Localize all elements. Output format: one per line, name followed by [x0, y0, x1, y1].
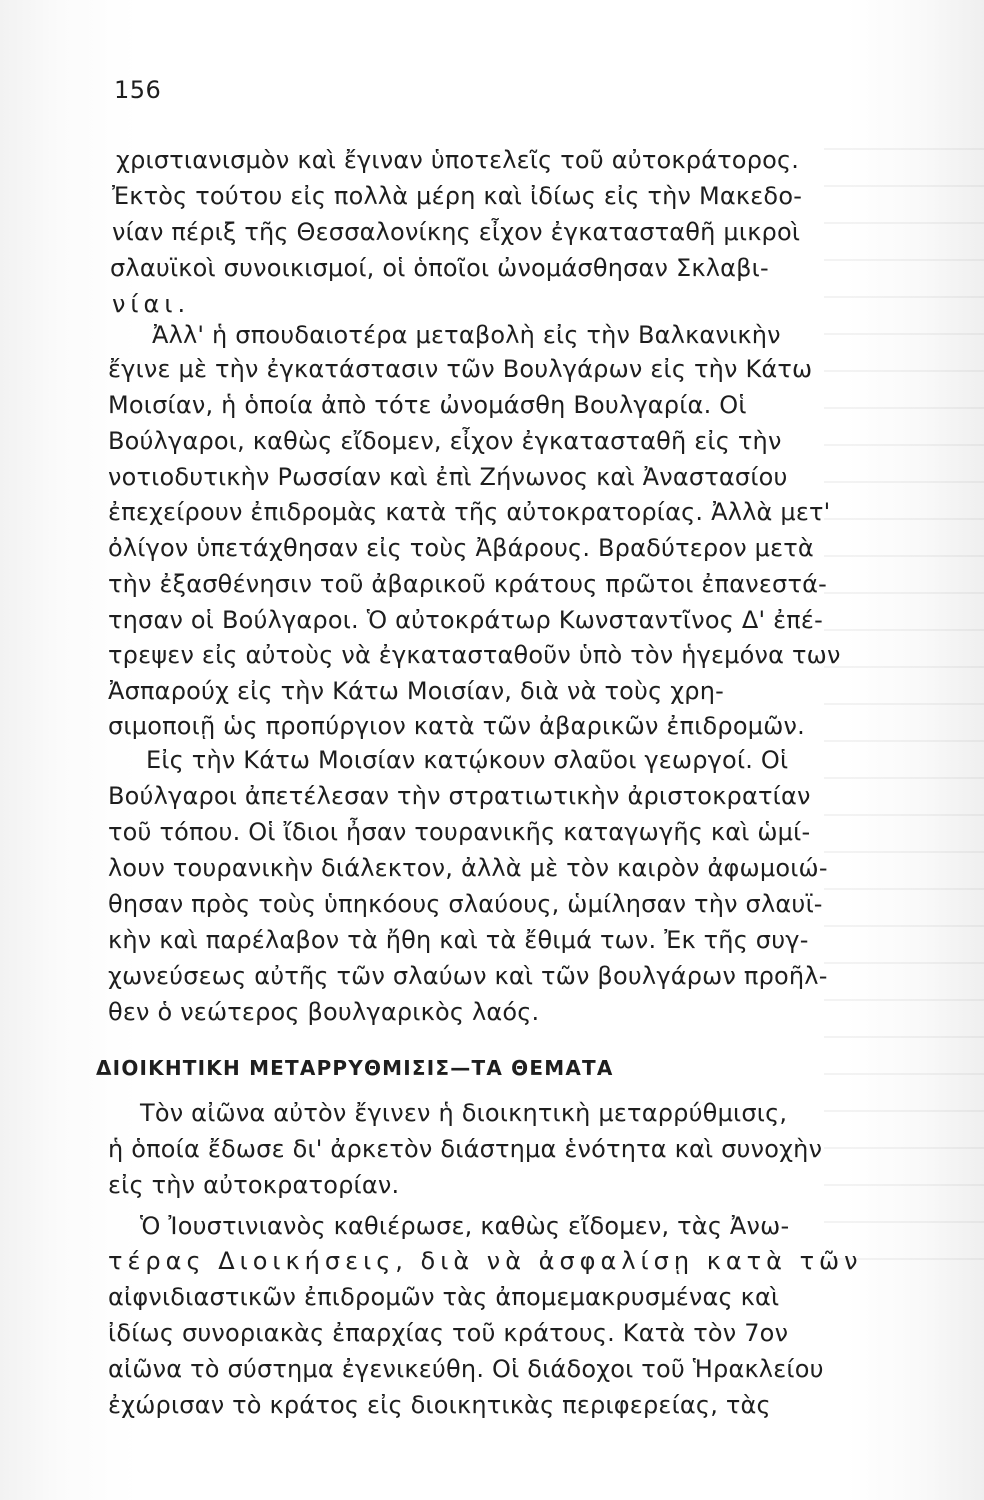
body-line: νίαι. — [112, 290, 191, 318]
body-line: ἐπεχείρουν ἐπιδρομὰς κατὰ τῆς αὐτοκρατορίας. Ἀλλὰ μετ' — [108, 498, 831, 526]
body-line: ἔγινε μὲ τὴν ἐγκατάστασιν τῶν Βουλγάρων εἰς τὴν Κάτω — [108, 355, 813, 383]
body-line: τοῦ τόπου. Οἱ ἴδιοι ἦσαν τουρανικῆς καταγωγῆς καὶ ὡμί- — [108, 818, 811, 846]
body-line: ὀλίγον ὑπετάχθησαν εἰς τοὺς Ἀβάρους. Βραδύτερον μετὰ — [108, 534, 814, 562]
body-line: τὴν ἐξασθένησιν τοῦ ἀβαρικοῦ κράτους πρῶτοι ἐπανεστά- — [108, 570, 827, 598]
body-line: Ἀσπαρούχ εἰς τὴν Κάτω Μοισίαν, διὰ νὰ τοὺς χρη- — [108, 677, 724, 705]
body-line: σιμοποιῇ ὡς προπύργιον κατὰ τῶν ἀβαρικῶν ἐπιδρομῶν. — [108, 712, 805, 740]
page-number: 156 — [114, 76, 162, 104]
body-line: Εἰς τὴν Κάτω Μοισίαν κατῴκουν σλαῦοι γεωργοί. Οἱ — [146, 746, 789, 774]
body-line: θεν ὁ νεώτερος βουλγαρικὸς λαός. — [108, 998, 540, 1026]
body-line: λουν τουρανικὴν διάλεκτον, ἀλλὰ μὲ τὸν καιρὸν ἀφωμοιώ- — [108, 854, 828, 882]
body-line: ἰδίως συνοριακὰς ἐπαρχίας τοῦ κράτους. Κατὰ τὸν 7ον — [108, 1319, 789, 1347]
section-heading: ΔΙΟΙΚΗΤΙΚΗ ΜΕΤΑΡΡΥΘΜΙΣΙΣ—ΤΑ ΘΕΜΑΤΑ — [96, 1056, 614, 1080]
body-line: νίαν πέριξ τῆς Θεσσαλονίκης εἶχον ἐγκατασταθῆ μικροὶ — [112, 218, 801, 246]
body-line: τρεψεν εἰς αὐτοὺς νὰ ἐγκατασταθοῦν ὑπὸ τὸν ἡγεμόνα των — [108, 641, 841, 669]
bleed-through-shadow — [824, 130, 984, 1280]
body-line: νοτιοδυτικὴν Ρωσσίαν καὶ ἐπὶ Ζήνωνος καὶ Ἀναστασίου — [108, 463, 788, 491]
body-line: Μοισίαν, ἡ ὁποία ἀπὸ τότε ὠνομάσθη Βουλγαρία. Οἱ — [108, 391, 747, 419]
body-line: αἰφνιδιαστικῶν ἐπιδρομῶν τὰς ἀπομεμακρυσμένας καὶ — [108, 1283, 780, 1311]
body-line: Βούλγαροι ἀπετέλεσαν τὴν στρατιωτικὴν ἀριστοκρατίαν — [108, 782, 811, 810]
body-line: χωνεύσεως αὐτῆς τῶν σλαύων καὶ τῶν βουλγάρων προῆλ- — [108, 962, 828, 990]
body-line: τέρας Διοικήσεις, διὰ νὰ ἀσφαλίσῃ κατὰ τῶν — [108, 1247, 863, 1275]
body-line: ἐχώρισαν τὸ κράτος εἰς διοικητικὰς περιφερείας, τὰς — [108, 1391, 771, 1419]
body-line: Ἐκτὸς τούτου εἰς πολλὰ μέρη καὶ ἰδίως εἰς τὴν Μακεδο- — [112, 182, 803, 210]
body-line: αἰῶνα τὸ σύστημα ἐγενικεύθη. Οἱ διάδοχοι τοῦ Ἡρακλείου — [108, 1355, 824, 1383]
body-line: Ὁ Ἰουστινιανὸς καθιέρωσε, καθὼς εἴδομεν, τὰς Ἀνω- — [140, 1212, 790, 1240]
body-line: τησαν οἱ Βούλγαροι. Ὁ αὐτοκράτωρ Κωνσταντῖνος Δ' ἐπέ- — [108, 606, 823, 634]
body-line: Βούλγαροι, καθὼς εἴδομεν, εἶχον ἐγκατασταθῆ εἰς τὴν — [108, 427, 782, 455]
body-line: χριστιανισμὸν καὶ ἔγιναν ὑποτελεῖς τοῦ αὐτοκράτορος. — [116, 146, 800, 174]
body-line: ἡ ὁποία ἔδωσε δι' ἀρκετὸν διάστημα ἑνότητα καὶ συνοχὴν — [108, 1135, 823, 1163]
body-line: σλαυϊκοὶ συνοικισμοί, οἱ ὁποῖοι ὠνομάσθησαν Σκλαβι- — [110, 254, 769, 282]
body-line: θησαν πρὸς τοὺς ὑπηκόους σλαύους, ὡμίλησαν τὴν σλαυϊ- — [108, 890, 823, 918]
body-line: Ἀλλ' ἡ σπουδαιοτέρα μεταβολὴ εἰς τὴν Βαλκανικὴν — [152, 321, 781, 349]
body-line: κὴν καὶ παρέλαβον τὰ ἤθη καὶ τὰ ἔθιμά των. Ἐκ τῆς συγ- — [108, 926, 809, 954]
body-line: Τὸν αἰῶνα αὐτὸν ἔγινεν ἡ διοικητικὴ μεταρρύθμισις, — [140, 1099, 788, 1127]
body-line: εἰς τὴν αὐτοκρατορίαν. — [108, 1171, 400, 1199]
